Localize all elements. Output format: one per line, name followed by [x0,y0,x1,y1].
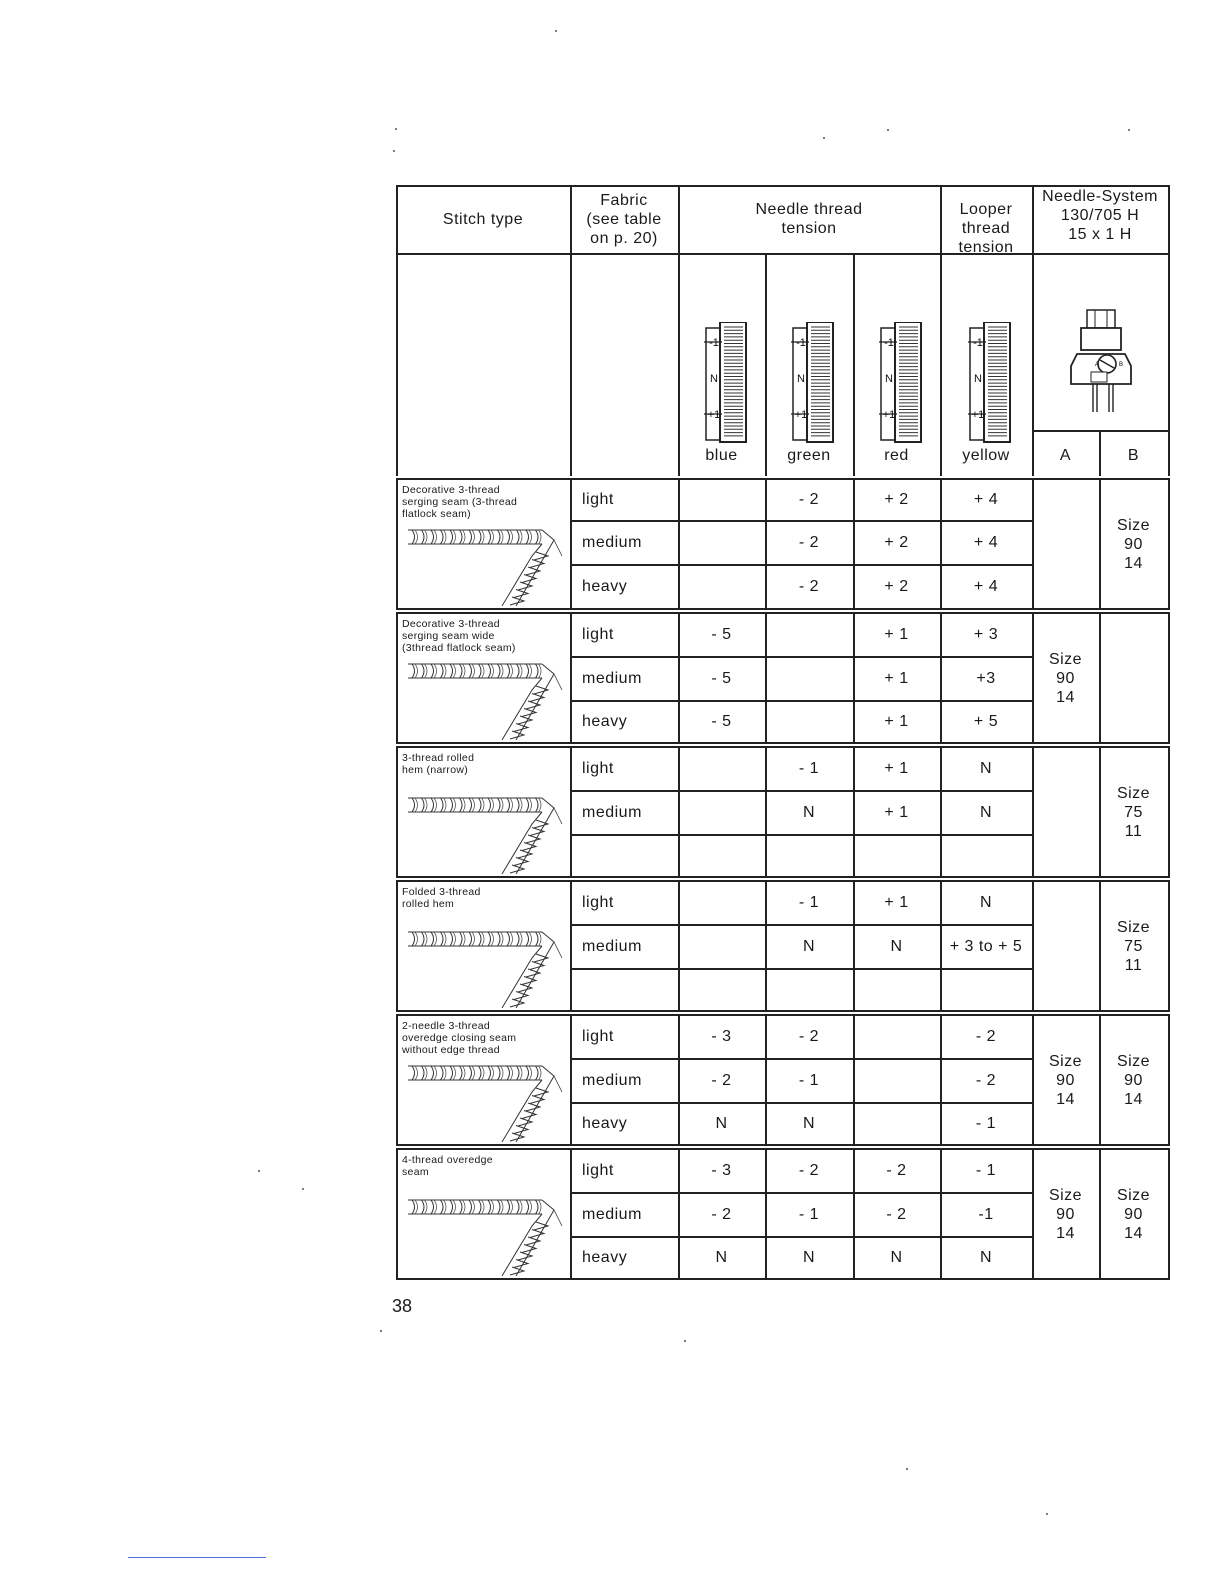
tension-value-red: + 1 [884,625,909,643]
table-rule [396,876,1170,878]
needle-position-b: B [1127,446,1140,464]
needle-position-a: A [1059,446,1072,464]
stitch-type-name: Folded 3-thread rolled hem [402,886,481,910]
table-rule [396,253,1170,255]
fabric-weight: light [582,759,614,777]
tension-value-blue: N [715,1248,728,1266]
tension-value-red: - 2 [886,1205,907,1223]
tension-value-blue: - 3 [711,1027,732,1045]
svg-text:-1: -1 [796,337,806,349]
tension-value-yellow: N [979,803,993,821]
svg-text:N: N [709,373,718,385]
header-fabric: Fabric (see table on p. 20) [586,191,662,247]
table-rule [570,1102,1034,1104]
table-rule [1099,612,1101,744]
tension-value-blue: - 5 [711,712,732,730]
table-rule [1168,612,1170,744]
table-rule [570,1058,1034,1060]
tension-value-blue: - 5 [711,625,732,643]
table-rule [570,1192,1034,1194]
tension-value-yellow: N [979,759,993,777]
tension-value-green: N [802,1248,816,1266]
tension-value-red: + 1 [884,669,909,687]
table-rule [396,608,1170,610]
table-rule [1168,1148,1170,1280]
tension-value-yellow: + 5 [973,712,999,730]
tension-value-blue: - 5 [711,669,732,687]
svg-text:-1: -1 [883,337,894,349]
table-rule [570,834,1034,836]
stitch-type-name: Decorative 3-thread serging seam (3-thread flatlock seam) [402,484,518,520]
tension-value-yellow: -1 [978,1205,994,1223]
tension-value-yellow: N [979,893,993,911]
table-rule [1168,185,1170,476]
tension-value-blue: - 2 [711,1071,732,1089]
table-rule [396,612,398,744]
header-stitch-type: Stitch type [442,210,524,228]
stitch-illustration-flatlock-icon [404,520,564,606]
table-rule [678,746,680,878]
tension-value-green: - 2 [798,1161,820,1179]
scan-speck [906,1468,908,1470]
tension-value-green: - 2 [798,1027,820,1045]
tension-value-green: - 1 [798,893,820,911]
stitch-type-name: 2-needle 3-thread overedge closing seam without edge thread [402,1020,517,1056]
tension-value-yellow: +3 [976,669,996,687]
table-rule [1168,1014,1170,1146]
table-rule [396,1144,1170,1146]
table-rule [678,880,680,1012]
fabric-weight: light [582,893,614,911]
fabric-weight: light [582,1027,614,1045]
table-rule [570,790,1034,792]
fabric-weight: medium [582,1071,642,1089]
dial-label-blue: blue [705,446,738,464]
tension-value-yellow: - 1 [975,1114,997,1132]
needle-size-b: Size 75 11 [1116,919,1151,974]
tension-value-yellow: - 1 [975,1161,997,1179]
stitch-illustration-four-thread-overedge-icon [404,1190,564,1276]
dial-label-red: red [884,446,909,464]
fabric-weight: medium [582,533,642,551]
table-rule [396,742,1170,744]
page-number: 38 [392,1296,413,1316]
fabric-weight: heavy [582,1248,628,1266]
svg-text:-1: -1 [708,337,719,349]
tension-value-green: - 2 [798,577,820,595]
needle-size-a: Size 90 14 [1048,1187,1083,1242]
svg-text:+1: +1 [794,409,808,421]
fabric-weight: heavy [582,712,628,730]
tension-value-red: + 1 [884,712,909,730]
tension-value-green: N [802,803,816,821]
svg-text:N: N [797,373,805,385]
tension-value-blue: - 3 [711,1161,732,1179]
fabric-weight: light [582,625,614,643]
tension-value-green: - 1 [798,1205,820,1223]
stitch-type-name: 4-thread overedge seam [402,1154,493,1178]
scan-speck [887,129,889,131]
tension-value-red: N [890,937,903,955]
table-rule [853,1014,855,1146]
tension-value-green: - 2 [798,533,820,551]
table-rule [570,478,572,610]
fabric-weight: heavy [582,1114,628,1132]
table-rule [1168,746,1170,878]
needle-size-b: Size 75 11 [1116,785,1151,840]
svg-text:N: N [884,373,893,385]
tension-value-green: - 2 [798,490,820,508]
table-rule [396,478,1170,480]
tension-value-yellow: + 3 to + 5 [949,937,1023,955]
needle-size-a: Size 90 14 [1048,1053,1083,1108]
needle-size-b: Size 90 14 [1116,1053,1151,1108]
stitch-illustration-two-needle-overedge-icon [404,1056,564,1142]
scan-speck [684,1340,686,1342]
needle-size-b: Size 90 14 [1116,517,1151,572]
svg-text:A: A [1095,362,1100,368]
tension-value-red: - 2 [886,1161,907,1179]
tension-value-red: + 1 [884,759,909,777]
table-rule [396,1148,1170,1150]
table-rule [396,880,1170,882]
tension-value-green: - 1 [798,759,820,777]
header-needle-system: Needle-System 130/705 H 15 x 1 H [1042,187,1158,243]
scan-speck [380,1330,382,1332]
fabric-weight: medium [582,937,642,955]
table-rule [570,656,1034,658]
table-rule [570,564,1034,566]
table-rule [765,612,767,744]
scan-speck [1046,1513,1048,1515]
table-rule [396,1014,398,1146]
svg-text:+1: +1 [971,409,985,421]
tension-value-blue: N [715,1114,728,1132]
fabric-weight: medium [582,669,642,687]
table-rule [570,520,1034,522]
table-rule [396,612,1170,614]
table-rule [1032,430,1170,432]
table-rule [396,880,398,1012]
table-rule [396,1278,1170,1280]
tension-value-yellow: + 4 [973,577,999,595]
header-looper-thread-tension: Looper thread tension [958,201,1014,256]
table-rule [570,746,572,878]
table-rule [1032,880,1034,1012]
svg-text:+1: +1 [707,409,720,421]
table-rule [853,253,855,476]
tension-value-green: N [802,937,816,955]
table-rule [765,253,767,476]
table-rule [396,746,1170,748]
stitch-illustration-folded-rolled-hem-icon [404,922,564,1008]
table-rule [678,478,680,610]
scan-speck [258,1170,260,1172]
stitch-illustration-rolled-hem-icon [404,788,564,874]
tension-value-yellow: + 4 [973,533,999,551]
fabric-weight: heavy [582,577,628,595]
table-rule [570,1236,1034,1238]
tension-value-red: + 2 [884,577,909,595]
needle-clamp-icon [1063,308,1139,418]
tension-value-red: + 1 [884,803,909,821]
tension-value-yellow: N [979,1248,993,1266]
fabric-weight: medium [582,1205,642,1223]
needle-size-b: Size 90 14 [1116,1187,1151,1242]
table-rule [570,1148,572,1280]
table-rule [396,1148,398,1280]
fabric-weight: light [582,490,614,508]
tension-dial-green-icon [781,322,837,444]
table-rule [1032,478,1034,610]
fabric-weight: light [582,1161,614,1179]
table-rule [396,1010,1170,1012]
stitch-type-name: Decorative 3-thread serging seam wide (3thread flatlock seam) [402,618,516,654]
table-rule [396,1014,1170,1016]
svg-text:B: B [1119,362,1124,368]
stitch-type-name: 3-thread rolled hem (narrow) [402,752,475,776]
table-rule [570,1014,572,1146]
table-rule [1168,478,1170,610]
table-rule [1168,880,1170,1012]
scan-speck [302,1188,304,1190]
table-rule [570,924,1034,926]
dial-label-yellow: yellow [962,446,1010,464]
scan-speck [1128,129,1130,131]
table-rule [570,880,572,1012]
table-rule [570,968,1034,970]
scan-edge-line [128,1557,266,1558]
stitch-illustration-flatlock-wide-icon [404,654,564,740]
table-rule [396,185,398,476]
tension-value-yellow: - 2 [975,1027,997,1045]
scan-speck [393,150,395,152]
table-rule [570,612,572,744]
svg-text:-1: -1 [973,337,983,349]
tension-dial-yellow-icon [958,322,1014,444]
header-needle-thread-tension: Needle thread tension [755,201,863,237]
fabric-weight: medium [582,803,642,821]
scan-speck [555,30,557,32]
tension-value-yellow: - 2 [975,1071,997,1089]
tension-value-red: + 1 [884,893,909,911]
table-rule [396,478,398,610]
dial-label-green: green [787,446,831,464]
tension-dial-red-icon [869,322,925,444]
tension-value-green: - 1 [798,1071,820,1089]
tension-value-red: + 2 [884,490,909,508]
tension-value-yellow: + 3 [973,625,999,643]
needle-size-a: Size 90 14 [1048,651,1083,706]
table-rule [1032,746,1034,878]
table-rule [570,700,1034,702]
svg-text:N: N [974,373,982,385]
tension-dial-blue-icon [694,322,750,444]
tension-value-red: N [890,1248,903,1266]
table-rule [396,746,398,878]
scan-speck [823,137,825,139]
tension-value-red: + 2 [884,533,909,551]
tension-value-blue: - 2 [711,1205,732,1223]
scan-speck [395,128,397,130]
tension-value-yellow: + 4 [973,490,999,508]
tension-value-green: N [802,1114,816,1132]
svg-text:+1: +1 [882,409,895,421]
